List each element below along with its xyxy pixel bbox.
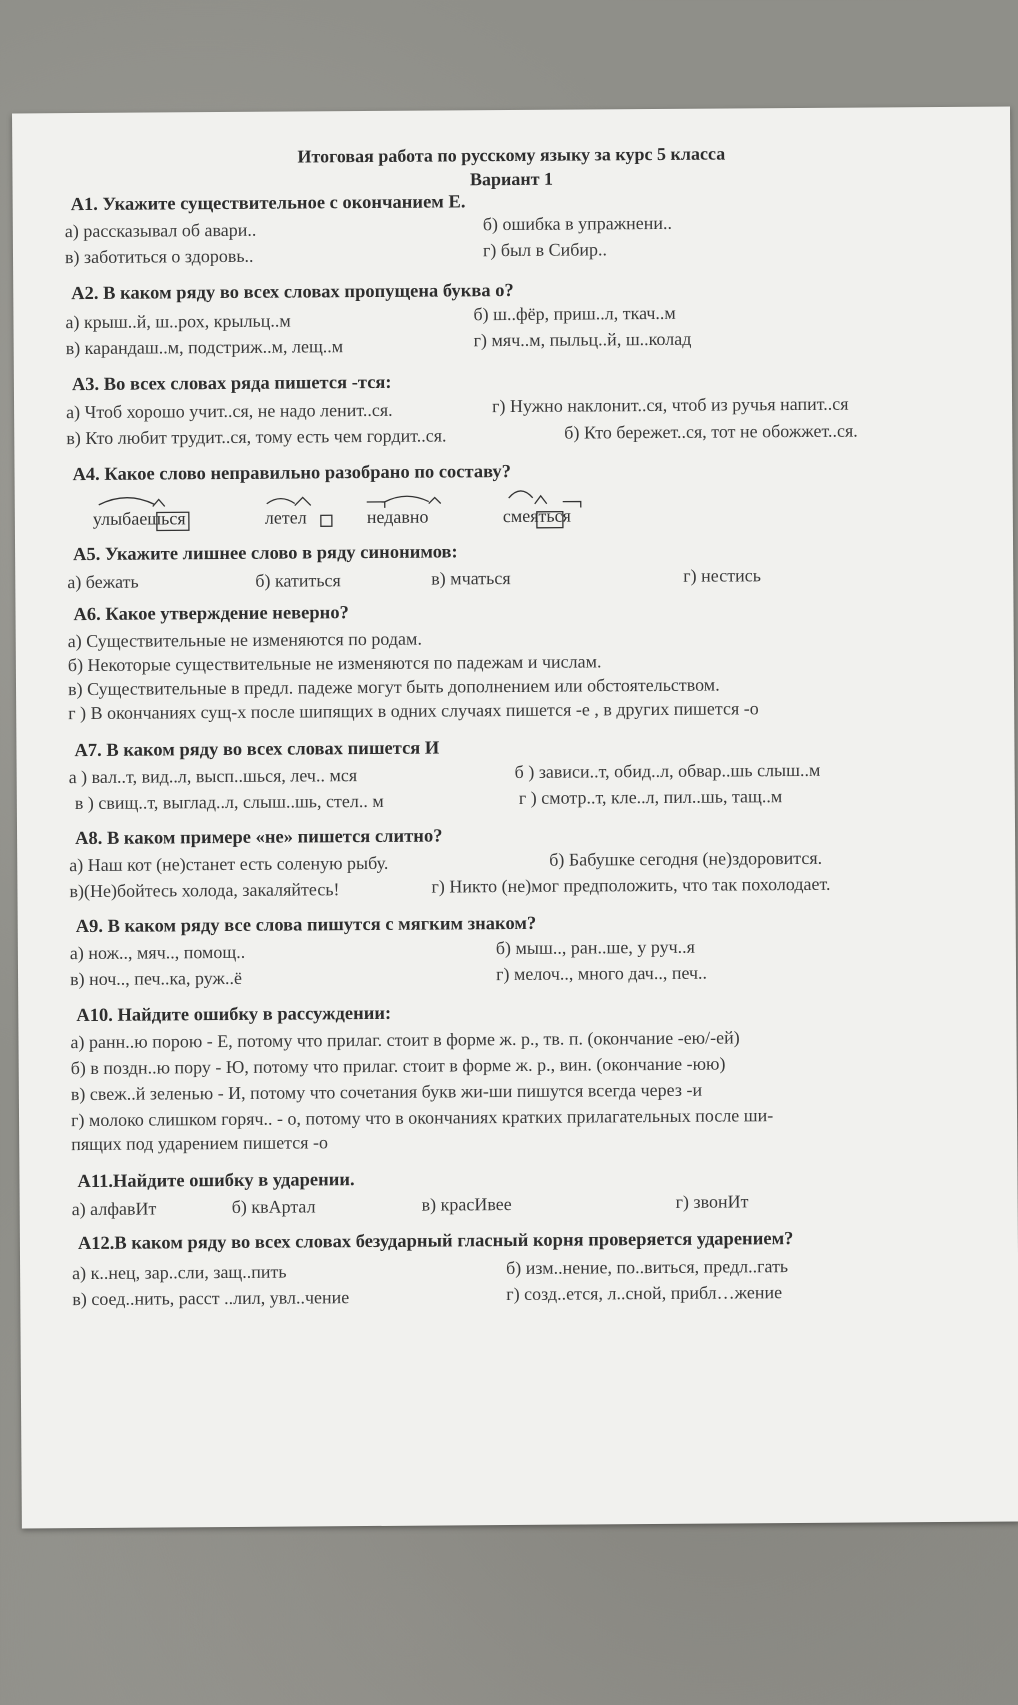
worksheet-title: Итоговая работа по русскому языку за курс 5 класса (297, 143, 726, 167)
a3-option-c: в) Кто любит трудит..ся, тому есть чем гордит..ся. (66, 425, 447, 449)
a2-option-b: б) ш..фёр, приш..л, ткач..м (473, 302, 676, 325)
a2-option-c: в) карандаш..м, подстриж..м, лещ..м (65, 336, 344, 359)
a2-option-a: а) крыш..й, ш..рох, крыльц..м (65, 310, 291, 333)
a12-option-a: а) к..нец, зар..сли, защ..пить (72, 1261, 287, 1284)
a5-option-b: б) катиться (255, 570, 341, 591)
a10-option-b: б) в поздн..ю пору - Ю, потому что прилаг. стоит в форме ж. р., вин. (окончание -юю) (70, 1053, 726, 1079)
a10-option-a: а) ранн..ю порою - Е, потому что прилаг. стоит в форме ж. р., тв. п. (окончание -ею/-ей) (70, 1027, 740, 1053)
suffix-mark (153, 499, 165, 506)
a7-option-c: в ) свищ..т, выглад..л, слыш..шь, стел.. м (74, 790, 384, 814)
question-a12: А12.В каком ряду во всех словах безударный гласный корня проверяется ударением? (77, 1229, 794, 1255)
question-a7: А7. В каком ряду во всех словах пишется И (74, 738, 440, 762)
a11-option-b: б) квАртал (231, 1196, 316, 1217)
a6-option-b: б) Некоторые существительные не изменяются по падежам и числам. (67, 651, 602, 676)
a3-option-a: а) Чтоб хорошо учит..ся, не надо ленит..ся. (66, 399, 393, 423)
a10-option-d-line2: пящих под ударением пишется -о (71, 1132, 329, 1155)
a8-option-d: г) Никто (не)мог предположить, что так похолодает. (431, 873, 831, 897)
a11-option-d: г) звонИт (675, 1191, 749, 1212)
a4-word-4: смеяться (502, 505, 571, 527)
question-a9: А9. В каком ряду все слова пишутся с мягким знаком? (75, 913, 537, 938)
question-a5: А5. Укажите лишнее слово в ряду синонимов: (73, 542, 458, 566)
a9-option-c: в) ноч.., печ..ка, руж..ё (69, 967, 242, 990)
suffix-mark (295, 497, 311, 505)
a11-option-c: в) красИвее (421, 1194, 512, 1215)
root-arc-mark (99, 497, 155, 504)
a6-option-c: в) Существительные в предл. падеже могут быть дополнением или обстоятельством. (67, 674, 720, 700)
question-a2: А2. В каком ряду во всех словах пропущена буква о? (71, 280, 514, 305)
a10-option-d-line1: г) молоко слишком горяч.. - о, потому что в окончаниях кратких прилагательных после ши- (70, 1105, 774, 1131)
question-a6: А6. Какое утверждение неверно? (73, 603, 349, 626)
a7-option-a: а ) вал..т, вид..л, высп..шься, леч.. мся (68, 765, 358, 788)
a9-option-a: а) нож.., мяч.., помощ.. (69, 941, 246, 964)
a7-option-b: б ) зависи..т, обид..л, обвар..шь слыш..м (514, 759, 821, 782)
a4-word-2: летел (264, 507, 307, 528)
worksheet-paper (12, 107, 1018, 1529)
a4-word-1: улыбаешься (92, 508, 186, 529)
a12-option-b: б) изм..нение, по..виться, предл..гать (506, 1256, 789, 1279)
question-a10: А10. Найдите ошибку в рассуждении: (76, 1003, 392, 1027)
a1-option-a: а) рассказывал об авари.. (64, 219, 257, 242)
a10-option-c: в) свеж..й зеленью - И, потому что сочетания букв жи-ши пишутся всегда через -и (70, 1079, 703, 1105)
root-arc-mark (385, 496, 429, 502)
a3-option-d: г) Нужно наклонит..ся, чтоб из ручья напит..ся (491, 393, 849, 417)
a1-option-c: в) заботиться о здоровь.. (64, 245, 254, 268)
a11-option-a: а) алфавИт (71, 1198, 157, 1220)
empty-ending-mark (321, 515, 332, 526)
root-arc-mark (267, 499, 295, 504)
a9-option-d: г) мелоч.., много дач.., печ.. (495, 962, 708, 985)
a12-option-c: в) соед..нить, расст ..лил, увл..чение (72, 1287, 350, 1310)
variant-label: Вариант 1 (469, 168, 554, 190)
a5-option-c: в) мчаться (431, 568, 511, 589)
suffix-mark (535, 496, 547, 504)
a5-option-a: а) бежать (67, 571, 139, 593)
a7-option-d: г ) смотр..т, кле..л, пил..шь, тащ..м (518, 786, 783, 808)
a8-option-a: а) Наш кот (не)станет есть соленую рыбу. (69, 852, 389, 876)
question-a11: А11.Найдите ошибку в ударении. (77, 1170, 355, 1193)
a2-option-d: г) мяч..м, пыльц..й, ш..колад (473, 328, 692, 351)
a6-option-a: а) Существительные не изменяются по родам. (67, 628, 422, 652)
a5-option-d: г) нестись (683, 565, 761, 586)
question-a8: А8. В каком примере «не» пишется слитно? (75, 826, 443, 850)
a1-option-d: г) был в Сибир.. (482, 239, 608, 261)
a8-option-c: в)(Не)бойтесь холода, закаляйтесь! (69, 879, 340, 902)
a8-option-b: б) Бабушке сегодня (не)здоровится. (549, 847, 823, 870)
a1-option-b: б) ошибка в упражнени.. (482, 212, 673, 235)
a3-option-b: б) Кто бережет..ся, тот не обожжет..ся. (564, 420, 858, 443)
suffix-mark (429, 498, 441, 504)
question-a1: А1. Укажите существительное с окончанием Е. (70, 192, 466, 216)
question-a3: А3. Во всех словах ряда пишется -тся: (71, 372, 392, 396)
a6-option-d: г ) В окончаниях сущ-х после шипящих в одних случаях пишется -е , в других пишется -о (68, 698, 759, 724)
root-arc-mark (509, 491, 533, 498)
a9-option-b: б) мыш.., ран..ше, у руч..я (495, 936, 695, 959)
a4-word-3: недавно (366, 506, 429, 528)
question-a4: А4. Какое слово неправильно разобрано по составу? (72, 462, 511, 486)
a12-option-d: г) созд..ется, л..сной, прибл…жение (506, 1282, 783, 1305)
